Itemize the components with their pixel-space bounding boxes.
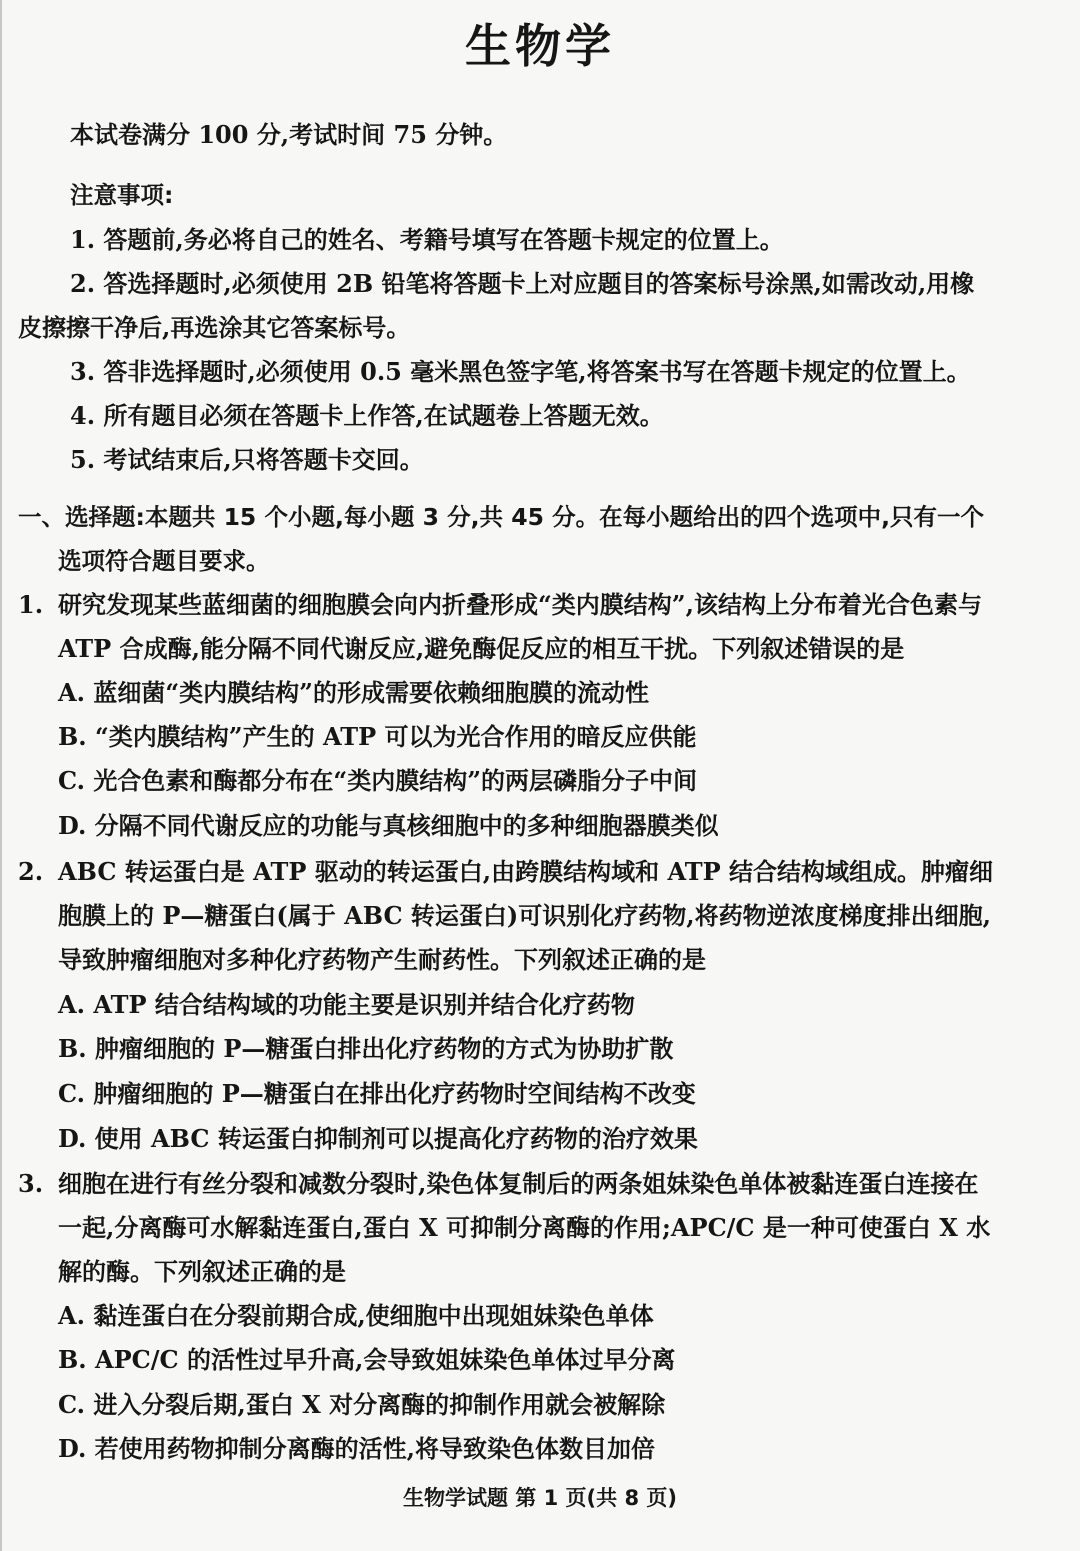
option-c: C. 光合色素和酶都分布在“类内膜结构”的两层磷脂分子中间 bbox=[58, 766, 697, 795]
option-d: D. 使用 ABC 转运蛋白抑制剂可以提高化疗药物的治疗效果 bbox=[58, 1124, 698, 1153]
note-item: 4. 所有题目必须在答题卡上作答,在试题卷上答题无效。 bbox=[70, 401, 664, 430]
question-stem: ATP 合成酶,能分隔不同代谢反应,避免酶促反应的相互干扰。下列叙述错误的是 bbox=[58, 634, 905, 663]
section-heading-continued: 选项符合题目要求。 bbox=[58, 547, 270, 575]
exam-intro: 本试卷满分 100 分,考试时间 75 分钟。 bbox=[70, 120, 508, 149]
section-heading: 一、选择题:本题共 15 个小题,每小题 3 分,共 45 分。在每小题给出的四个选项中,只有一个 bbox=[18, 503, 985, 531]
question-stem: 导致肿瘤细胞对多种化疗药物产生耐药性。下列叙述正确的是 bbox=[58, 945, 706, 974]
note-item-continued: 皮擦擦干净后,再选涂其它答案标号。 bbox=[18, 313, 411, 342]
option-b: B. 肿瘤细胞的 P—糖蛋白排出化疗药物的方式为协助扩散 bbox=[58, 1034, 674, 1063]
question-number: 1. bbox=[18, 590, 44, 619]
option-d: D. 分隔不同代谢反应的功能与真核细胞中的多种细胞器膜类似 bbox=[58, 811, 719, 840]
option-a: A. 黏连蛋白在分裂前期合成,使细胞中出现姐妹染色单体 bbox=[58, 1301, 654, 1330]
note-item: 3. 答非选择题时,必须使用 0.5 毫米黑色签字笔,将答案书写在答题卡规定的位置上。 bbox=[70, 357, 971, 386]
note-item: 1. 答题前,务必将自己的姓名、考籍号填写在答题卡规定的位置上。 bbox=[70, 225, 784, 254]
option-c: C. 肿瘤细胞的 P—糖蛋白在排出化疗药物时空间结构不改变 bbox=[58, 1079, 696, 1108]
note-item: 5. 考试结束后,只将答题卡交回。 bbox=[70, 445, 424, 474]
option-a: A. 蓝细菌“类内膜结构”的形成需要依赖细胞膜的流动性 bbox=[58, 678, 649, 707]
question-stem: ABC 转运蛋白是 ATP 驱动的转运蛋白,由跨膜结构域和 ATP 结合结构域组成。肿瘤细 bbox=[58, 857, 994, 886]
question-stem: 胞膜上的 P—糖蛋白(属于 ABC 转运蛋白)可识别化疗药物,将药物逆浓度梯度排出细胞, bbox=[58, 901, 991, 930]
question-stem: 一起,分离酶可水解黏连蛋白,蛋白 X 可抑制分离酶的作用;APC/C 是一种可使蛋白 X 水 bbox=[58, 1213, 991, 1242]
page-edge bbox=[0, 0, 2, 1551]
notes-heading: 注意事项: bbox=[70, 181, 174, 209]
option-d: D. 若使用药物抑制分离酶的活性,将导致染色体数目加倍 bbox=[58, 1434, 656, 1463]
question-stem: 细胞在进行有丝分裂和减数分裂时,染色体复制后的两条姐妹染色单体被黏连蛋白连接在 bbox=[58, 1169, 979, 1198]
question-number: 3. bbox=[18, 1169, 44, 1198]
option-c: C. 进入分裂后期,蛋白 X 对分离酶的抑制作用就会被解除 bbox=[58, 1390, 666, 1419]
question-stem: 研究发现某些蓝细菌的细胞膜会向内折叠形成“类内膜结构”,该结构上分布着光合色素与 bbox=[58, 590, 982, 619]
note-item: 2. 答选择题时,必须使用 2B 铅笔将答题卡上对应题目的答案标号涂黑,如需改动,用橡 bbox=[70, 269, 975, 298]
option-b: B. APC/C 的活性过早升高,会导致姐妹染色单体过早分离 bbox=[58, 1345, 676, 1374]
page-footer: 生物学试题 第 1 页(共 8 页) bbox=[403, 1486, 677, 1510]
option-b: B. “类内膜结构”产生的 ATP 可以为光合作用的暗反应供能 bbox=[58, 722, 697, 751]
question-number: 2. bbox=[18, 857, 44, 886]
page-title: 生物学 bbox=[465, 19, 615, 73]
option-a: A. ATP 结合结构域的功能主要是识别并结合化疗药物 bbox=[58, 990, 635, 1019]
question-stem: 解的酶。下列叙述正确的是 bbox=[58, 1257, 346, 1286]
